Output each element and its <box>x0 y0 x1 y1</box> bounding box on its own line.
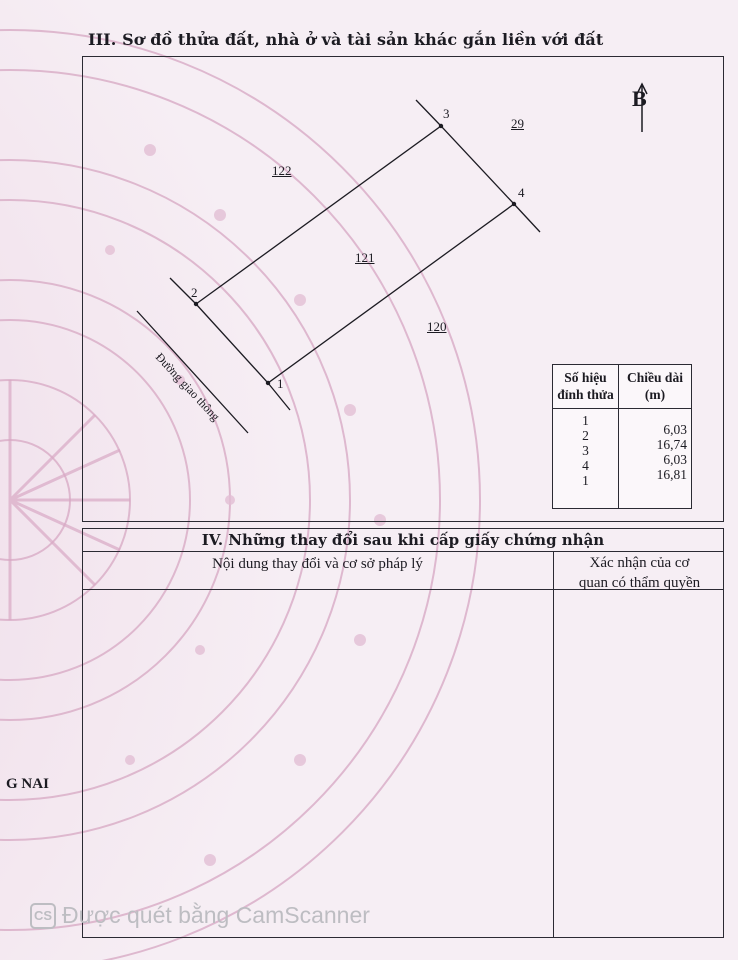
north-label: B <box>632 86 647 111</box>
column-header-confirm-line1: Xác nhận của cơ <box>589 555 690 571</box>
column-header-confirm-line2: quan có thẩm quyền <box>578 575 701 591</box>
table-cell-length: 16,81 <box>656 467 687 482</box>
table-header-vertex: Số hiệu đỉnh thửa <box>553 365 619 408</box>
table-cell-vertex: 1 <box>582 473 589 488</box>
table-column-vertex <box>553 409 619 509</box>
vertex-label-3: 3 <box>443 106 450 121</box>
vertex-label-2: 2 <box>191 285 198 300</box>
parcel-label-29: 29 <box>511 116 524 131</box>
boundary-ext-4 <box>514 204 540 232</box>
table-cell-length: 6,03 <box>663 422 687 437</box>
camscanner-logo-icon: CS <box>30 903 56 929</box>
watermark-text: Được quét bằng CamScanner <box>62 902 370 928</box>
edge-length-table <box>552 364 692 509</box>
road-line <box>137 311 248 433</box>
parcel-edge-4-1 <box>268 204 514 383</box>
section4-column-divider <box>553 551 554 938</box>
table-cell-length: 6,03 <box>663 452 687 467</box>
vertex-point-2 <box>194 302 198 306</box>
table-cell-length: 16,74 <box>656 437 687 452</box>
section3-title: III. Sơ đồ thửa đất, nhà ở và tài sản khác gắn liền với đất <box>88 30 604 49</box>
parcel-label-121: 121 <box>355 250 375 265</box>
section4-divider-top <box>82 551 724 552</box>
parcel-label-122: 122 <box>272 163 292 178</box>
vertex-point-1 <box>266 381 270 385</box>
column-header-confirm <box>555 553 724 593</box>
table-cell-vertex: 2 <box>582 428 589 443</box>
table-cell-vertex: 1 <box>582 413 589 428</box>
scanner-watermark <box>30 902 370 929</box>
vertex-label-4: 4 <box>518 185 525 200</box>
column-header-content: Nội dung thay đổi và cơ sở pháp lý <box>212 556 423 572</box>
parcel-edge-1-2 <box>196 304 268 383</box>
section4-title: IV. Những thay đổi sau khi cấp giấy chứng nhận <box>201 531 605 549</box>
road-label: Đường giao thông <box>152 350 223 424</box>
table-cell-vertex: 3 <box>582 443 589 458</box>
vertex-point-3 <box>439 124 443 128</box>
table-header-length: Chiều dài (m) <box>627 370 683 402</box>
table-cell-vertex: 4 <box>582 458 589 473</box>
vertex-point-4 <box>512 202 516 206</box>
margin-text: G NAI <box>6 776 49 792</box>
vertex-label-1: 1 <box>277 376 284 391</box>
parcel-edge-2-3 <box>196 126 441 304</box>
parcel-edge-3-4 <box>441 126 514 204</box>
table-column-length <box>619 409 691 509</box>
parcel-label-120: 120 <box>427 319 447 334</box>
boundary-ext-3 <box>416 100 441 126</box>
